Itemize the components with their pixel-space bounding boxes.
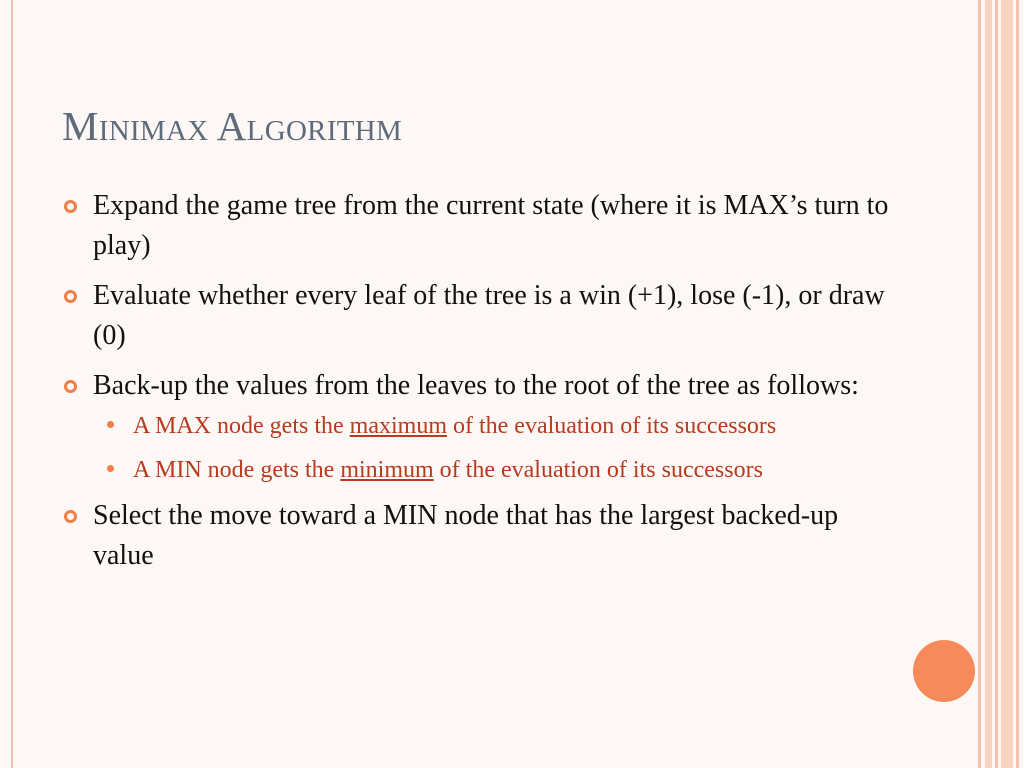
- bullet-item: [64, 496, 894, 576]
- right-stripe: [978, 0, 981, 768]
- bullet-dot-icon: [107, 421, 114, 428]
- sub-bullet-text-before: A MIN node gets the: [133, 457, 341, 483]
- bullet-item: [64, 276, 894, 356]
- sub-bullet-text-after: of the evaluation of its successors: [446, 413, 777, 439]
- bullet-item: [64, 366, 894, 488]
- bullet-text: Evaluate whether every leaf of the tree is a win (+1), lose (-1), or draw (0): [93, 280, 885, 351]
- sub-bullet-text-before: A MAX node gets the: [133, 413, 350, 439]
- bullet-list: [64, 186, 894, 586]
- decorative-circle: [913, 640, 975, 702]
- slide-title: Minimax Algorithm: [62, 103, 403, 149]
- right-stripe: [1016, 0, 1019, 768]
- sub-bullet-item: [105, 452, 894, 488]
- bullet-ring-icon: [64, 290, 77, 303]
- bullet-ring-icon: [64, 510, 77, 523]
- bullet-text: Back-up the values from the leaves to the root of the tree as follows:: [93, 370, 859, 401]
- sub-bullet-text-after: of the evaluation of its successors: [433, 457, 763, 483]
- bullet-ring-icon: [64, 380, 77, 393]
- sub-bullet-list: [93, 408, 894, 488]
- sub-bullet-emphasis: maximum: [349, 413, 447, 439]
- sub-bullet-item: [105, 408, 894, 444]
- right-stripe: [995, 0, 998, 768]
- sub-bullet-emphasis: minimum: [340, 457, 434, 483]
- right-stripe: [1001, 0, 1013, 768]
- left-frame-line: [11, 0, 13, 768]
- right-stripe: [985, 0, 992, 768]
- bullet-item: [64, 186, 894, 266]
- bullet-text: Select the move toward a MIN node that has the largest backed-up value: [93, 500, 839, 571]
- bullet-dot-icon: [107, 465, 114, 472]
- bullet-ring-icon: [64, 200, 77, 213]
- bullet-text: Expand the game tree from the current state (where it is MAX’s turn to play): [93, 190, 889, 261]
